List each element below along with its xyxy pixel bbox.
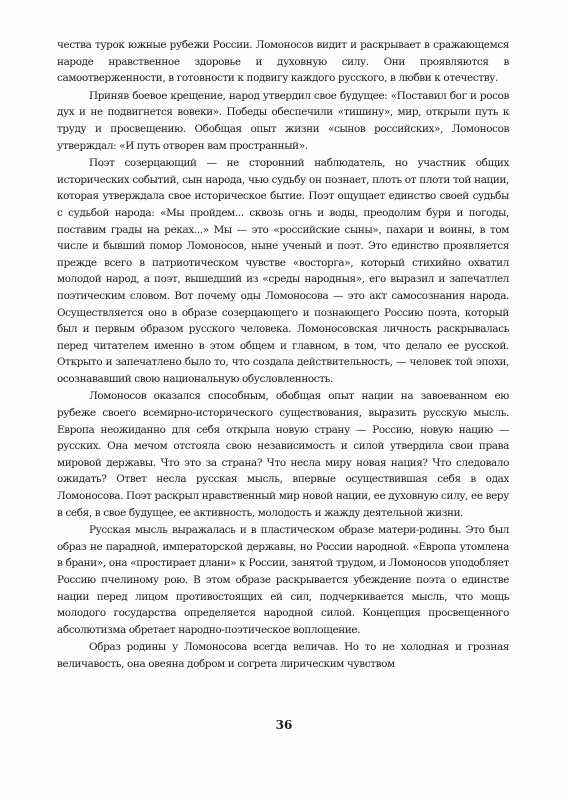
paragraph-4: Ломоносов оказался способным, обобщая опыт нации на завоеванном ею рубеже своего всемирно-исторического существования, выразить русскую мысль. Европа неожиданно для себя открыла новую страну — Россию, новую нацию — русских. Она мечом отстояла свою независимость и силой утвердила свои права мировой державы. Что это за страна? Что несла миру новая нация? Что следовало ожидать? Ответ несла русская мысль, впервые осуществившая себя в одах Ломоносова. Поэт раскрыл нравственный мир новой нации, ее духовную силу, ее веру в себя, в свое будущее, ее активность, молодость и жажду деятельной жизни. [57, 390, 509, 519]
paragraph-2: Приняв боевое крещение, народ утвердил свое будущее: «Поставил бог и росов дух и не подвигнется вовеки». Победы обеспечили «тишину», мир, открыли путь к труду и просвещению. Обобщая опыт жизни «сынов российских», Ломоносов утверждал: «И путь отворен вам пространный». [57, 89, 509, 152]
paragraph-3: Поэт созерцающий — не сторонний наблюдатель, но участник общих исторических событий, сын народа, чью судьбу он познает, плоть от плоти той нации, которая утверждала свое историческое бытие. Поэт ощущает единство своей судьбы с судьбой народа: «Мы пройдем... сквозь огнь и воды, преодолим бури и погоды, поставим грады на реках...» Мы — это «российские сыны», пахари и воины, в том числе и бывший помор Ломоносов, ныне ученый и поэт. Это единство проявляется прежде всего в патриотическом чувстве «восторга», который стихийно охватил молодой народ, а поэт, вышедший из «среды народныя», его выразил и запечатлел поэтическим словом. Вот почему оды Ломоносова — это акт самосознания народа. Осуществляется оно в образе созерцающего и познающего Россию поэта, который был и первым образом русского человека. Ломоносовская личность раскрывалась перед читателем именно в этом общем и главном, в том, что делало ее русской. Открыто и запечатлено было то, что создала действительность, — человек той эпохи, осознававший свою национальную обусловленность. [57, 157, 509, 385]
paragraph-1: чества турок южные рубежи России. Ломоносов видит и раскрывает в сражающемся народе нравственное здоровье и духовную силу. Они проявляются в самоотверженности, в готовности к подвигу каждого русского, в любви к отечеству. [57, 39, 509, 85]
page-number: 36 [275, 718, 293, 732]
body-text [57, 37, 509, 674]
paragraph-6: Образ родины у Ломоносова всегда величав. Но то не холодная и грозная величавость, она овеяна добром и согрета лирическим чувством [57, 641, 509, 670]
paragraph-5: Русская мысль выражалась и в пластическом образе матери-родины. Это был образ не парадной, императорской державы, но России народной. «Европа утомлена в брани», она «простирает длани» к России, занятой трудом, и Ломоносов уподобляет Россию пчелиному рою. В этом образе раскрывается убеждение поэта о единстве нации перед лицом противостоящих ей сил, подчеркивается мысль, что мощь молодого государства определяется народной силой. Концепция просвещенного абсолютизма обретает народно-поэтическое воплощение. [57, 524, 509, 636]
